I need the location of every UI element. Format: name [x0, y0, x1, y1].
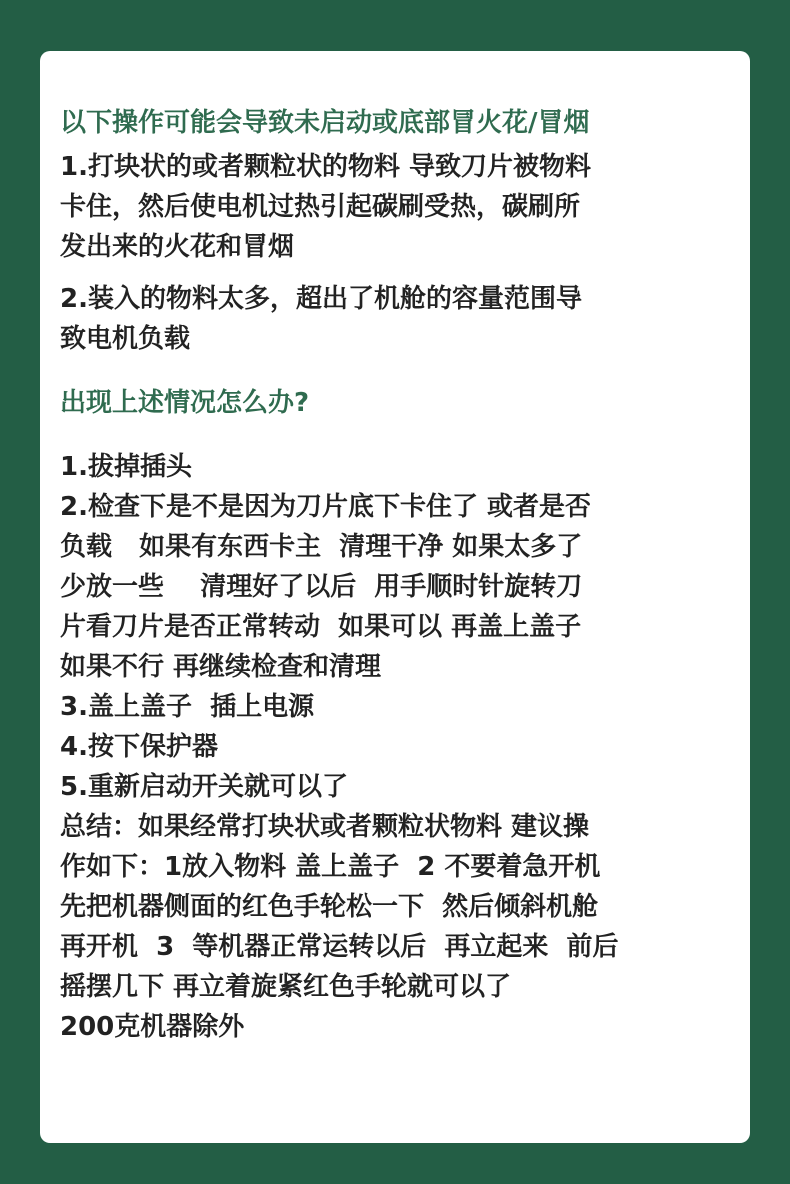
- text-line: 先把机器侧面的红色手轮松一下 然后倾斜机舱: [60, 892, 599, 922]
- text-line: 200克机器除外: [60, 1012, 245, 1042]
- section1-item1: [60, 147, 732, 267]
- text-line: 再开机 3 等机器正常运转以后 再立起来 前后: [60, 932, 619, 962]
- text-line: 作如下：1放入物料 盖上盖子 2 不要着急开机: [60, 852, 601, 882]
- text-line: 摇摆几下 再立着旋紧红色手轮就可以了: [60, 972, 512, 1002]
- text-line: 1.打块状的或者颗粒状的物料 导致刀片被物料: [60, 152, 592, 182]
- text-line: 总结：如果经常打块状或者颗粒状物料 建议操: [60, 812, 590, 842]
- section2-body: [60, 447, 732, 1047]
- text-line: 3.盖上盖子 插上电源: [60, 692, 315, 722]
- instruction-card: [40, 51, 750, 1143]
- text-line: 如果不行 再继续检查和清理: [60, 652, 382, 682]
- text-line: 少放一些 清理好了以后 用手顺时针旋转刀: [60, 572, 583, 602]
- text-line: 致电机负载: [60, 324, 191, 354]
- text-line: 1.拔掉插头: [60, 452, 192, 482]
- text-line: 2.检查下是不是因为刀片底下卡住了 或者是否: [60, 492, 592, 522]
- text-line: 4.按下保护器: [60, 732, 218, 762]
- text-line: 5.重新启动开关就可以了: [60, 772, 348, 802]
- section1-heading: 以下操作可能会导致未启动或底部冒火花/冒烟: [60, 108, 590, 138]
- text-line: 片看刀片是否正常转动 如果可以 再盖上盖子: [60, 612, 582, 642]
- text-line: 负载 如果有东西卡主 清理干净 如果太多了: [60, 532, 583, 562]
- text-line: 2.装入的物料太多，超出了机舱的容量范围导: [60, 284, 582, 314]
- card-content: [60, 107, 732, 1047]
- section2-heading: 出现上述情况怎么办?: [60, 388, 310, 418]
- section1-item2: [60, 279, 732, 359]
- text-line: 卡住，然后使电机过热引起碳刷受热，碳刷所: [60, 192, 581, 222]
- text-line: 发出来的火花和冒烟: [60, 232, 295, 262]
